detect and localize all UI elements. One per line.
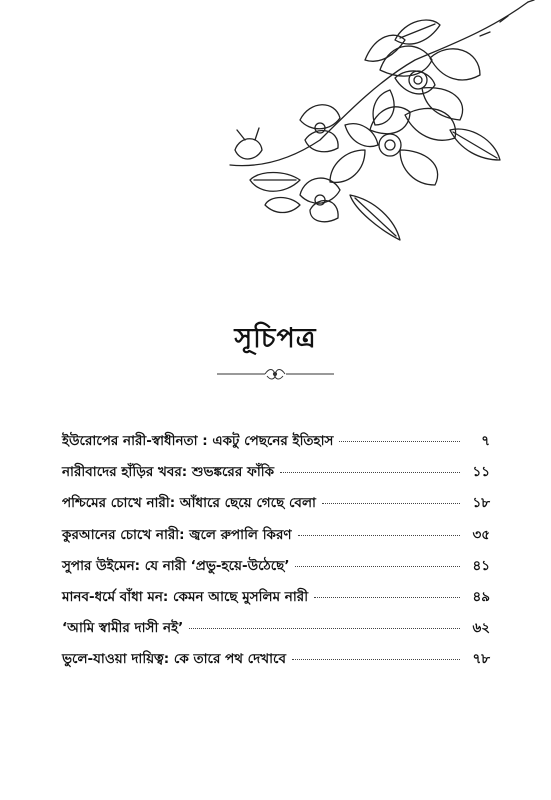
toc-entry-page: ১৮ [472, 495, 490, 512]
toc-entry-title: ভুলে-যাওয়া দায়িত্ব: কে তারে পথ দেখাবে [62, 651, 286, 668]
toc-entry[interactable] [62, 555, 490, 586]
contents-heading: সূচিপত্র [234, 323, 317, 354]
toc-entry[interactable] [62, 586, 490, 617]
toc-entry-title: কুরআনের চোখে নারী: জ্বলে রুপালি কিরণ [62, 526, 292, 543]
flourish-divider-icon [215, 364, 336, 384]
toc-entry[interactable] [62, 461, 490, 492]
toc-entry-title: ইউরোপের নারী-স্বাধীনতা : একটু পেছনের ইতিহাস [62, 433, 334, 449]
toc-entry-page: ৭৮ [472, 651, 490, 668]
toc-entry-page: ৬২ [472, 620, 490, 637]
toc-entry[interactable] [62, 492, 490, 523]
toc-entry[interactable] [62, 648, 490, 679]
toc-entry[interactable] [62, 430, 490, 461]
toc-entry-page: ১১ [472, 464, 490, 481]
table-of-contents [62, 430, 490, 680]
toc-leader-dots [298, 535, 460, 536]
toc-leader-dots [322, 503, 460, 504]
toc-leader-dots [280, 472, 460, 473]
toc-leader-dots [292, 659, 460, 660]
toc-leader-dots [189, 628, 460, 629]
toc-leader-dots [295, 566, 460, 567]
toc-entry-title: ‘আমি স্বামীর দাসী নই’ [62, 620, 184, 637]
toc-entry-title: সুপার উইমেন: যে নারী ‘প্রভু-হয়ে-উঠেছে’ [62, 557, 290, 574]
toc-entry-title: পশ্চিমের চোখে নারী: আঁধারে ছেয়ে গেছে বেলা [62, 495, 316, 512]
toc-entry-page: ৩৫ [472, 526, 490, 543]
toc-entry-title: মানব-ধর্মে বাঁধা মন: কেমন আছে মুসলিম নারী [62, 588, 309, 605]
toc-entry[interactable] [62, 524, 490, 555]
toc-entry[interactable] [62, 617, 490, 648]
toc-entry-page: ৪১ [472, 557, 490, 574]
toc-entry-title: নারীবাদের হাঁড়ির খবর: শুভঙ্করের ফাঁকি [62, 464, 275, 481]
toc-entry-page: ৭ [481, 433, 490, 449]
toc-leader-dots [339, 441, 460, 442]
toc-leader-dots [314, 597, 460, 598]
toc-entry-page: ৪৯ [472, 588, 490, 605]
magnolia-branch-illustration [150, 0, 540, 255]
